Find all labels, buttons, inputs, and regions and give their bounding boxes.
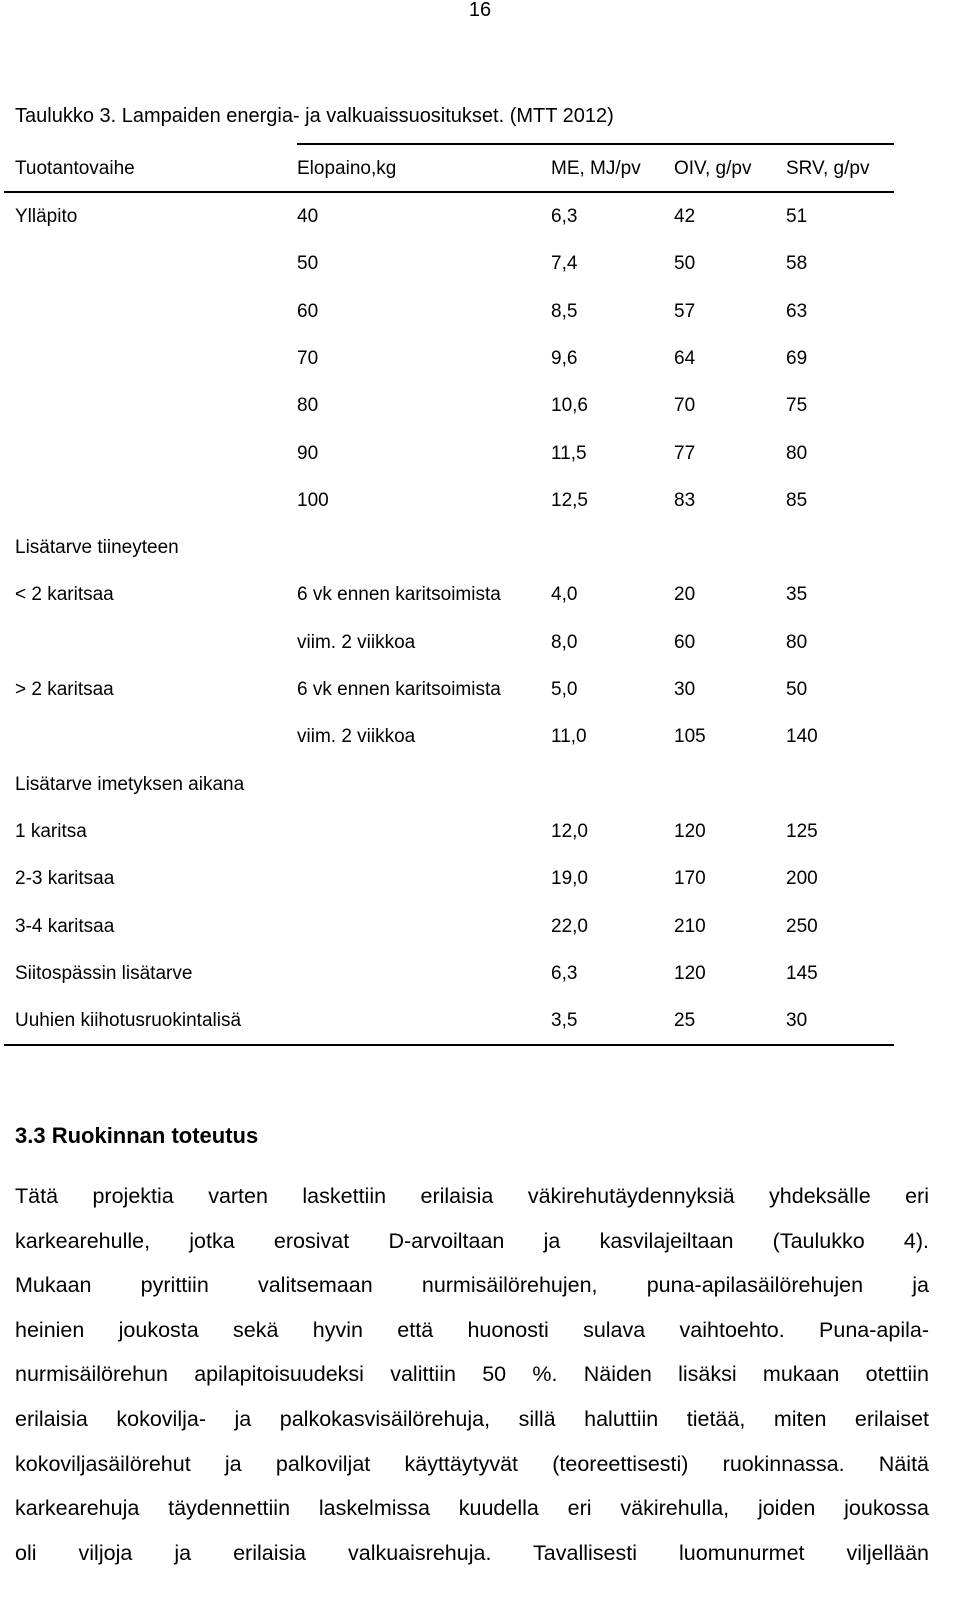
table-cell: 120 <box>674 821 706 842</box>
table-cell: 145 <box>786 963 818 984</box>
paragraph-line: kokoviljasäilörehut ja palkoviljat käyttäytyvät (teoreettisesti) ruokinnassa. Näitä <box>15 1452 929 1476</box>
header-me: ME, MJ/pv <box>551 158 641 179</box>
table-cell: 11,0 <box>551 726 587 747</box>
table-cell: 9,6 <box>551 348 578 369</box>
table-cell: 3-4 karitsaa <box>15 916 115 937</box>
paragraph-line: nurmisäilörehun apilapitoisuudeksi valittiin 50 %. Näiden lisäksi mukaan otettiin <box>15 1362 929 1386</box>
table-cell: 250 <box>786 916 818 937</box>
paragraph-line: karkearehulle, jotka erosivat D-arvoiltaan ja kasvilajeiltaan (Taulukko 4). <box>15 1229 929 1253</box>
table-cell: 12,0 <box>551 821 588 842</box>
table-cell: 30 <box>674 679 696 700</box>
table-cell: 20 <box>674 584 696 605</box>
table-cell: 77 <box>674 443 696 464</box>
table-cell: 51 <box>786 206 808 227</box>
table-cell: 120 <box>674 963 706 984</box>
table-cell: 50 <box>297 253 319 274</box>
table-cell: 83 <box>674 490 696 511</box>
table-top-rule <box>297 143 894 145</box>
table-cell: Uuhien kiihotusruokintalisä <box>15 1010 242 1031</box>
table-cell: 200 <box>786 868 818 889</box>
table-cell: 75 <box>786 395 808 416</box>
table-cell: 6 vk ennen karitsoimista <box>297 679 501 700</box>
table-cell: 6,3 <box>551 963 578 984</box>
table-cell: 6,3 <box>551 206 578 227</box>
table-cell: 63 <box>786 301 808 322</box>
paragraph-line: Mukaan pyrittiin valitsemaan nurmisäilörehujen, puna-apilasäilörehujen ja <box>15 1273 929 1297</box>
table-bottom-rule <box>4 1044 894 1046</box>
table-cell: viim. 2 viikkoa <box>297 632 416 653</box>
table-cell: 70 <box>297 348 319 369</box>
table-cell: 5,0 <box>551 679 578 700</box>
paragraph-line: karkearehuja täydennettiin laskelmissa kuudella eri väkirehulla, joiden joukossa <box>15 1496 929 1520</box>
table-cell: 50 <box>786 679 808 700</box>
page-number: 16 <box>468 0 492 21</box>
table-cell: 125 <box>786 821 818 842</box>
table-cell: 80 <box>786 632 808 653</box>
header-srv: SRV, g/pv <box>786 158 870 179</box>
table-cell: 100 <box>297 490 329 511</box>
table-cell: 11,5 <box>551 443 587 464</box>
table-cell: 40 <box>297 206 319 227</box>
table-cell: Lisätarve tiineyteen <box>15 537 179 558</box>
table-cell: > 2 karitsaa <box>15 679 114 700</box>
table-cell: 60 <box>297 301 319 322</box>
table-cell: 12,5 <box>551 490 588 511</box>
table-cell: 25 <box>674 1010 696 1031</box>
header-oiv: OIV, g/pv <box>674 158 752 179</box>
table-cell: 3,5 <box>551 1010 578 1031</box>
table-cell: 10,6 <box>551 395 588 416</box>
table-cell: 50 <box>674 253 696 274</box>
table-cell: 210 <box>674 916 706 937</box>
table-cell: 30 <box>786 1010 808 1031</box>
paragraph-line: Tätä projektia varten laskettiin erilaisia väkirehutäydennyksiä yhdeksälle eri <box>15 1184 929 1208</box>
table-cell: 80 <box>297 395 319 416</box>
table-cell: 105 <box>674 726 706 747</box>
table-cell: 64 <box>674 348 696 369</box>
header-elopaino: Elopaino,kg <box>297 158 397 179</box>
table-cell: < 2 karitsaa <box>15 584 114 605</box>
table-cell: viim. 2 viikkoa <box>297 726 416 747</box>
table-cell: Lisätarve imetyksen aikana <box>15 774 245 795</box>
table-cell: 80 <box>786 443 808 464</box>
table-cell: 2-3 karitsaa <box>15 868 115 889</box>
table-cell: 58 <box>786 253 808 274</box>
paragraph-line: heinien joukosta sekä hyvin että huonosti sulava vaihtoehto. Puna-apila- <box>15 1318 929 1342</box>
table-cell: 19,0 <box>551 868 588 889</box>
table-cell: 70 <box>674 395 696 416</box>
paragraph-line: oli viljoja ja erilaisia valkuaisrehuja. Tavallisesti luomunurmet viljellään <box>15 1541 929 1565</box>
table-cell: 60 <box>674 632 696 653</box>
table-cell: 8,5 <box>551 301 578 322</box>
table-cell: 69 <box>786 348 808 369</box>
table-caption: Taulukko 3. Lampaiden energia- ja valkuaissuositukset. (MTT 2012) <box>15 105 614 127</box>
table-cell: 140 <box>786 726 818 747</box>
table-cell: 170 <box>674 868 706 889</box>
table-cell: 90 <box>297 443 319 464</box>
table-header-rule <box>4 191 894 193</box>
table-cell: 8,0 <box>551 632 578 653</box>
table-cell: 22,0 <box>551 916 588 937</box>
paragraph-line: erilaisia kokovilja- ja palkokasvisäilörehuja, sillä haluttiin tietää, miten erilaiset <box>15 1407 929 1431</box>
table-cell: Siitospässin lisätarve <box>15 963 193 984</box>
table-cell: Ylläpito <box>15 206 78 227</box>
table-cell: 57 <box>674 301 696 322</box>
table-cell: 7,4 <box>551 253 578 274</box>
section-heading: 3.3 Ruokinnan toteutus <box>15 1123 259 1148</box>
table-cell: 4,0 <box>551 584 578 605</box>
table-cell: 35 <box>786 584 808 605</box>
header-tuotantovaihe: Tuotantovaihe <box>15 158 135 179</box>
table-cell: 1 karitsa <box>15 821 87 842</box>
table-cell: 85 <box>786 490 808 511</box>
table-cell: 42 <box>674 206 696 227</box>
table-cell: 6 vk ennen karitsoimista <box>297 584 501 605</box>
